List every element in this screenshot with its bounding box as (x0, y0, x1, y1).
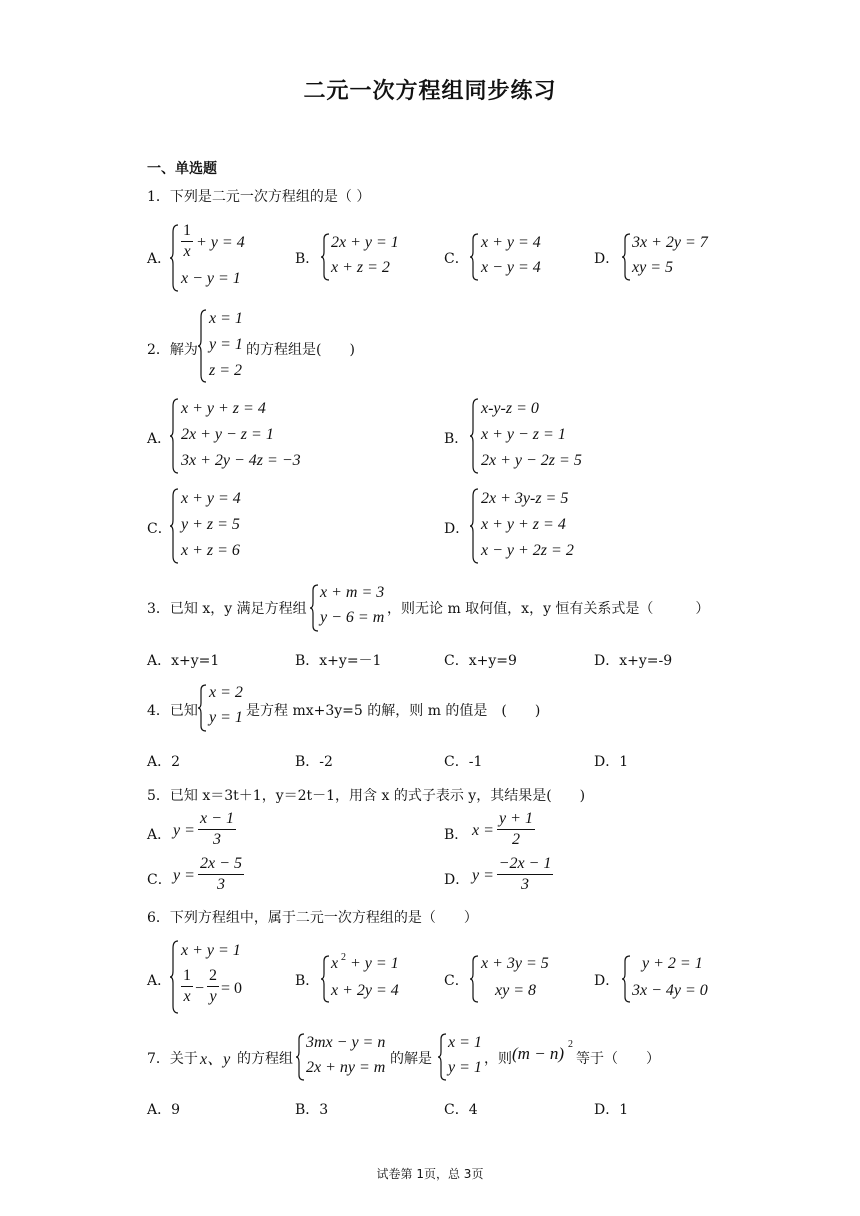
q2-sol-z: z = 2 (209, 362, 243, 379)
q7-option-c: C．4 (444, 1102, 478, 1118)
brace-icon (170, 488, 180, 564)
q5-d-fraction: −2x − 1 3 (498, 855, 552, 893)
brace-icon (170, 398, 180, 474)
q3-option-a: A．x+y=1 (147, 653, 220, 669)
question-7-stem-mid3: ，则 (484, 1051, 512, 1067)
q4-sys-eq1: x = 2 (209, 684, 243, 701)
page-title: 二元一次方程组同步练习 (303, 79, 557, 104)
q2-d-eq3: x − y + 2z = 2 (481, 542, 574, 559)
q5-b-lhs: x = (472, 822, 494, 839)
question-4-stem-pre: 4．已知 (147, 703, 198, 719)
q6-label-b: B． (295, 973, 320, 989)
brace-icon (296, 1033, 306, 1081)
q7-exponent: 2 (568, 1039, 573, 1050)
q5-b-fraction: y + 1 2 (497, 810, 535, 849)
question-7-stem-mid2: 的解是 (390, 1051, 432, 1067)
q1-label-c: C． (444, 251, 469, 267)
q3-option-d: D．x+y=-9 (594, 653, 673, 669)
question-6-stem: 6．下列方程组中，属于二元一次方程组的是（ ） (147, 910, 478, 926)
q2-b-eq3: 2x + y − 2z = 5 (481, 452, 582, 469)
q5-label-b: B． (444, 827, 469, 843)
brace-icon (198, 309, 208, 383)
q5-d-lhs: y = (472, 867, 494, 884)
q2-b-eq2: x + y − z = 1 (481, 426, 566, 443)
brace-icon (170, 940, 180, 1014)
brace-icon (622, 955, 632, 1003)
brace-icon (622, 233, 632, 281)
q2-c-eq3: x + z = 6 (181, 542, 240, 559)
question-3-stem-pre: 3．已知 x，y 满足方程组 (147, 601, 307, 617)
q6-label-c: C． (444, 973, 469, 989)
q1-a-eq2: x − y = 1 (181, 270, 241, 287)
q1-b-eq1: 2x + y = 1 (331, 234, 399, 251)
question-2-stem-post: 的方程组是( ) (246, 342, 355, 358)
brace-icon (170, 224, 180, 292)
q1-b-eq2: x + z = 2 (331, 259, 390, 276)
brace-icon (321, 233, 331, 281)
brace-icon (438, 1033, 448, 1081)
q1-c-eq1: x + y = 4 (481, 234, 541, 251)
q2-label-b: B． (444, 431, 469, 447)
q1-a-fraction: 1 x (183, 222, 191, 260)
q7-option-d: D．1 (594, 1102, 629, 1118)
q4-option-c: C．-1 (444, 754, 483, 770)
q6-a-eq2-rhs: = 0 (221, 980, 243, 997)
section-heading: 一、单选题 (147, 161, 217, 177)
q6-label-a: A． (147, 973, 172, 989)
q2-label-d: D． (444, 521, 470, 537)
q7-variables: x、y (200, 1051, 231, 1068)
q4-option-d: D．1 (594, 754, 629, 770)
q7-sol-x: x = 1 (448, 1034, 482, 1051)
q6-a-fraction-1: 1 x (183, 967, 191, 1005)
q3-sys-eq1: x + m = 3 (320, 584, 385, 601)
q7-expression: (m − n) (512, 1044, 565, 1063)
brace-icon (470, 955, 480, 1003)
q5-c-lhs: y = (173, 867, 195, 884)
q3-option-b: B．x+y=－1 (295, 653, 382, 669)
q7-option-a: A．9 (147, 1102, 181, 1118)
q5-label-c: C． (147, 872, 172, 888)
q3-sys-eq2: y − 6 = m (320, 609, 385, 626)
q6-d-eq2: 3x − 4y = 0 (632, 982, 708, 999)
q6-b-x: x (331, 955, 339, 972)
q1-a-eq1: + y = 4 (196, 234, 245, 251)
question-7-stem-post: 等于（ ） (576, 1051, 660, 1067)
question-7-stem-mid1: 的方程组 (237, 1051, 293, 1067)
q7-sol-y: y = 1 (448, 1059, 482, 1076)
brace-icon (470, 488, 480, 564)
q5-label-a: A． (147, 827, 172, 843)
q1-d-eq2: xy = 5 (632, 259, 673, 276)
q7-sys-eq1: 3mx − y = n (306, 1034, 386, 1051)
question-5-stem: 5．已知 x＝3t＋1，y＝2t－1，用含 x 的式子表示 y，其结果是( ) (147, 788, 586, 804)
q2-a-eq1: x + y + z = 4 (181, 400, 266, 417)
q1-label-d: D． (594, 251, 620, 267)
q5-label-d: D． (444, 872, 470, 888)
q1-label-a: A． (147, 251, 172, 267)
q2-label-c: C． (147, 521, 172, 537)
q5-a-fraction: x − 1 3 (198, 810, 236, 849)
q6-label-d: D． (594, 973, 620, 989)
q6-b-exponent: 2 (341, 952, 346, 963)
q6-b-eq2: x + 2y = 4 (331, 982, 399, 999)
brace-icon (321, 955, 331, 1003)
question-7-stem-pre: 7．关于 (147, 1051, 198, 1067)
question-4-stem-post: 是方程 mx+3y=5 的解，则 m 的值是 ( ) (246, 703, 541, 719)
q1-d-eq1: 3x + 2y = 7 (632, 234, 708, 251)
q2-c-eq1: x + y = 4 (181, 490, 241, 507)
brace-icon (470, 233, 480, 281)
q2-a-eq3: 3x + 2y − 4z = −3 (181, 452, 301, 469)
q1-c-eq2: x − y = 4 (481, 259, 541, 276)
q4-sys-eq2: y = 1 (209, 709, 243, 726)
question-3-stem-post: ，则无论 m 取何值，x，y 恒有关系式是（ ） (387, 601, 710, 617)
q3-option-c: C．x+y=9 (444, 653, 517, 669)
q5-c-fraction: 2x − 5 3 (198, 855, 244, 894)
q2-d-eq2: x + y + z = 4 (481, 516, 566, 533)
q2-d-eq1: 2x + 3y-z = 5 (481, 490, 569, 507)
q6-a-eq1: x + y = 1 (181, 942, 241, 959)
q2-label-a: A． (147, 431, 172, 447)
q7-option-b: B．3 (295, 1102, 329, 1118)
question-2-stem-pre: 2．解为 (147, 342, 198, 358)
q6-a-minus: − (195, 980, 205, 997)
brace-icon (198, 684, 208, 732)
q6-c-eq1: x + 3y = 5 (481, 955, 549, 972)
page-footer: 试卷第 1页，总 3页 (376, 1167, 484, 1181)
brace-icon (470, 398, 480, 474)
q4-option-a: A．2 (147, 754, 181, 770)
q2-c-eq2: y + z = 5 (181, 516, 240, 533)
q6-c-eq2: xy = 8 (495, 982, 536, 999)
question-1-stem: 1．下列是二元一次方程组的是（ ） (147, 189, 371, 205)
q7-sys-eq2: 2x + ny = m (306, 1059, 386, 1076)
q1-label-b: B． (295, 251, 320, 267)
q4-option-b: B．-2 (295, 754, 333, 770)
q5-a-lhs: y = (173, 822, 195, 839)
q2-b-eq1: x-y-z = 0 (481, 400, 539, 417)
q6-a-fraction-2: 2 y (209, 967, 217, 1005)
q6-d-eq1: y + 2 = 1 (642, 955, 703, 972)
brace-icon (310, 584, 320, 632)
q6-b-eq1: + y = 1 (350, 955, 399, 972)
q2-sol-x: x = 1 (209, 310, 243, 327)
q2-a-eq2: 2x + y − z = 1 (181, 426, 274, 443)
q2-sol-y: y = 1 (209, 336, 243, 353)
